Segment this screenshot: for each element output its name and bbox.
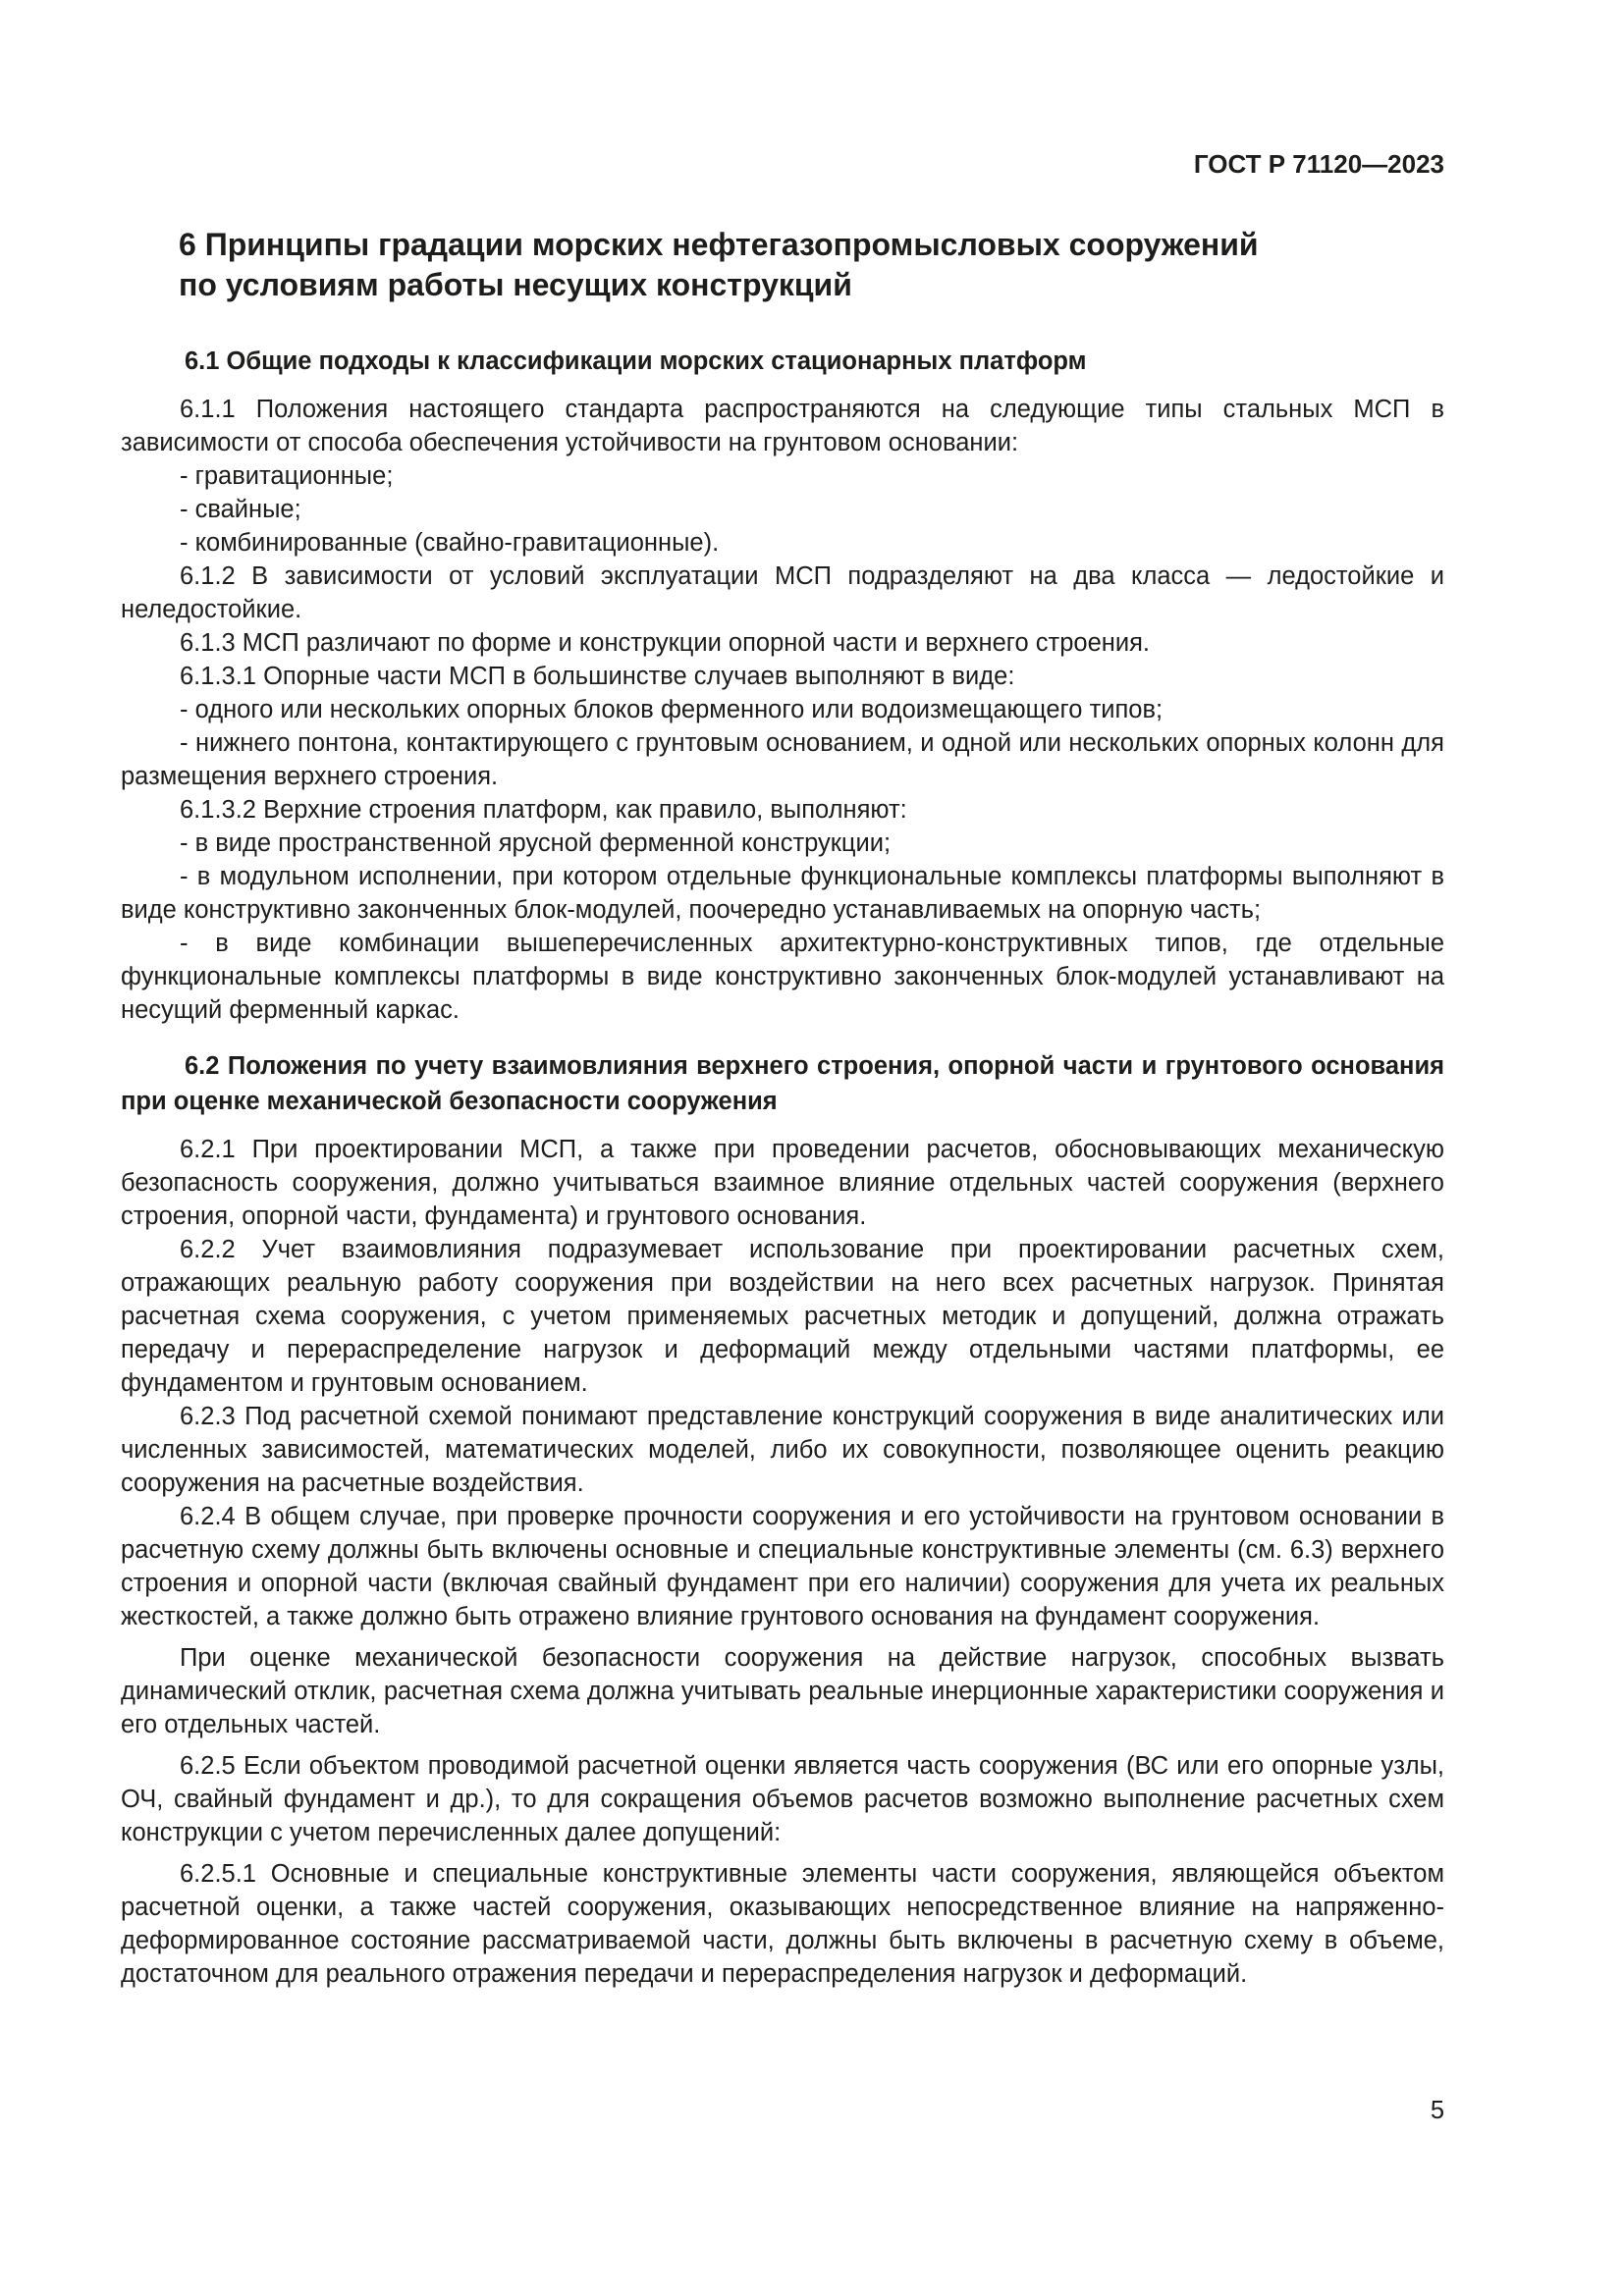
list-item: - в модульном исполнении, при котором отдельные функциональные комплексы платформы выполняют в виде конструктивно законченных блок-модулей, поочередно устанавливаемых на опорную часть; — [121, 863, 1444, 924]
paragraph-6-2-1: 6.2.1 При проектировании МСП, а также при проведении расчетов, обосновывающих механическую безопасность сооружения, должно учитываться взаимное влияние отдельных частей сооружения (верхнего строения, опорной части, фундамента) и грунтового основания. — [121, 1136, 1444, 1230]
paragraph-6-2-4: 6.2.4 В общем случае, при проверке прочности сооружения и его устойчивости на грунтовом основании в расчетную схему должны быть включены основные и специальные конструктивные элементы (см. 6.3) верхнего строения и опорной части (включая свайный фундамент при его наличии) сооружения для учета их реальных жесткостей, а также должно быть отражено влияние грунтового основания на фундамент сооружения. — [121, 1503, 1444, 1630]
paragraph-6-2-5-1: 6.2.5.1 Основные и специальные конструктивные элементы части сооружения, являющейся объектом расчетной оценки, а также частей сооружения, оказывающих непосредственное влияние на напряженно-деформированное состояние рассматриваемой части, должны быть включены в расчетную схему в объеме, достаточном для реального отражения передачи и перераспределения нагрузок и деформаций. — [121, 1860, 1444, 1988]
page-content — [121, 225, 1444, 1991]
section-6-title — [179, 225, 1444, 305]
list-item: - нижнего понтона, контактирующего с грунтовым основанием, и одной или нескольких опорных колонн для размещения верхнего строения. — [121, 729, 1444, 790]
section-6-title-line1: 6 Принципы градации морских нефтегазопромысловых сооружений — [179, 227, 1259, 262]
section-6-title-line2: по условиям работы несущих конструкций — [179, 267, 852, 302]
list-item: - свайные; — [180, 496, 301, 523]
paragraph-6-1-3-2: 6.1.3.2 Верхние строения платформ, как правило, выполняют: — [180, 796, 907, 824]
list-item: - одного или нескольких опорных блоков ферменного или водоизмещающего типов; — [180, 696, 1164, 723]
paragraph-6-2-5: 6.2.5 Если объектом проводимой расчетной оценки является часть сооружения (ВС или его опорные узлы, ОЧ, свайный фундамент и др.), то для сокращения объемов расчетов возможно выполнение расчетных схем конструкции с учетом перечисленных далее допущений: — [121, 1752, 1444, 1846]
subsection-6-1-title: 6.1 Общие подходы к классификации морских стационарных платформ — [185, 347, 1087, 375]
paragraph-6-1-1: 6.1.1 Положения настоящего стандарта распространяются на следующие типы стальных МСП в зависимости от способа обеспечения устойчивости на грунтовом основании: — [121, 396, 1444, 456]
paragraph-6-2-2: 6.2.2 Учет взаимовлияния подразумевает использование при проектировании расчетных схем, отражающих реальную работу сооружения при воздействии на него всех расчетных нагрузок. Принятая расчетная схема сооружения, с учетом применяемых расчетных методик и допущений, должна отражать передачу и перераспределение нагрузок и деформаций между отдельными частями платформы, ее фундаментом и грунтовым основанием. — [121, 1236, 1444, 1397]
list-item: - комбинированные (свайно-гравитационные). — [180, 529, 720, 557]
page-number: 5 — [1430, 2097, 1444, 2124]
paragraph-6-1-3: 6.1.3 МСП различают по форме и конструкции опорной части и верхнего строения. — [180, 629, 1150, 657]
paragraph-6-1-2: 6.1.2 В зависимости от условий эксплуатации МСП подразделяют на два класса — ледостойкие и неледостойкие. — [121, 562, 1444, 623]
list-item: - гравитационные; — [180, 462, 394, 490]
list-item: - в виде пространственной ярусной ферменной конструкции; — [180, 829, 892, 857]
paragraph-dynamic-response: При оценке механической безопасности сооружения на действие нагрузок, способных вызвать динамический отклик, расчетная схема должна учитывать реальные инерционные характеристики сооружения и его отдельных частей. — [121, 1644, 1444, 1738]
paragraph-6-1-3-1: 6.1.3.1 Опорные части МСП в большинстве случаев выполняют в виде: — [180, 663, 1015, 690]
list-item: - в виде комбинации вышеперечисленных архитектурно-конструктивных типов, где отдельные функциональные комплексы платформы в виде конструктивно законченных блок-модулей устанавливают на несущий ферменный каркас. — [121, 930, 1444, 1024]
paragraph-6-2-3: 6.2.3 Под расчетной схемой понимают представление конструкций сооружения в виде аналитических или численных зависимостей, математических моделей, либо их совокупности, позволяющее оценить реакцию сооружения на расчетные воздействия. — [121, 1403, 1444, 1497]
document-code: ГОСТ Р 71120—2023 — [1193, 149, 1444, 179]
subsection-6-2-title: 6.2 Положения по учету взаимовлияния верхнего строения, опорной части и грунтового основания при оценке механической безопасности сооружения — [121, 1052, 1444, 1115]
